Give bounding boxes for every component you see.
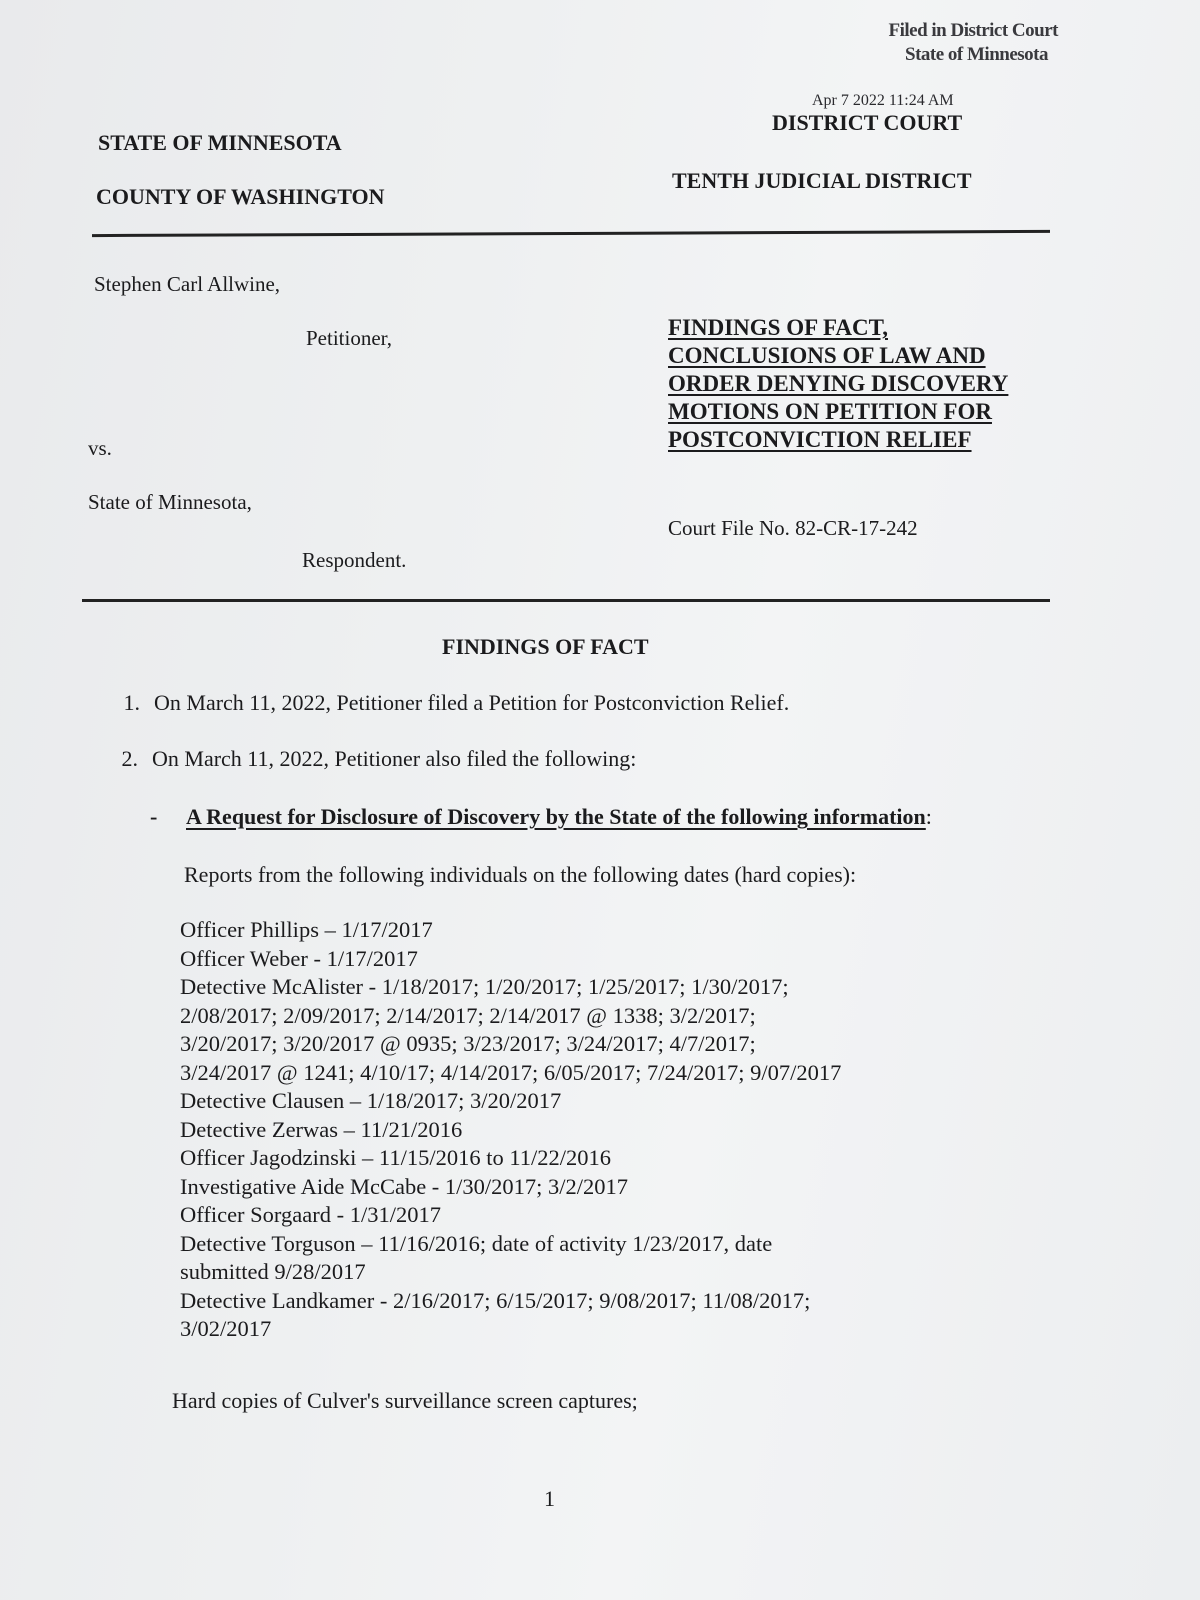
report-line: Detective Torguson – 11/16/2016; date of activity 1/23/2017, date — [180, 1230, 773, 1256]
report-line: Detective McAlister - 1/18/2017; 1/20/2017; 1/25/2017; 1/30/2017; — [180, 974, 789, 999]
caption-court: DISTRICT COURT — [772, 110, 963, 135]
petitioner-name: Stephen Carl Allwine, — [94, 272, 281, 296]
report-line: 2/08/2017; 2/09/2017; 2/14/2017; 2/14/2017 @ 1338; 3/2/2017; — [180, 1002, 756, 1028]
caption-district: TENTH JUDICIAL DISTRICT — [672, 168, 972, 193]
reports-intro: Reports from the following individuals on the following dates (hard copies): — [184, 862, 857, 887]
report-line: Detective Zerwas – 11/21/2016 — [180, 1116, 463, 1142]
filing-stamp-line1: Filed in District Court — [888, 20, 1058, 41]
court-file-number: Court File No. 82-CR-17-242 — [668, 516, 918, 540]
caption-rule-bottom — [82, 599, 1050, 602]
versus: vs. — [88, 436, 112, 460]
document-title-line: POSTCONVICTION RELIEF — [668, 427, 972, 452]
report-line: Detective Clausen – 1/18/2017; 3/20/2017 — [180, 1088, 562, 1113]
request-label: A Request for Disclosure of Discovery by the State of the following information — [186, 804, 926, 829]
document-title-line: MOTIONS ON PETITION FOR — [668, 399, 992, 424]
report-line: 3/02/2017 — [180, 1316, 272, 1341]
caption-state: STATE OF MINNESOTA — [98, 130, 342, 155]
page-number: 1 — [544, 1486, 555, 1511]
report-line: 3/20/2017; 3/20/2017 @ 0935; 3/23/2017; 3/24/2017; 4/7/2017; — [180, 1031, 756, 1056]
report-line: 3/24/2017 @ 1241; 4/10/17; 4/14/2017; 6/05/2017; 7/24/2017; 9/07/2017 — [180, 1059, 842, 1085]
finding-number: 1. — [123, 690, 140, 715]
finding-item — [104, 690, 789, 716]
section-heading: FINDINGS OF FACT — [442, 634, 649, 659]
request-colon: : — [925, 804, 932, 829]
finding-item — [102, 746, 636, 772]
surveillance-request: Hard copies of Culver's surveillance screen captures; — [172, 1388, 638, 1413]
caption-rule-top — [92, 230, 1050, 237]
finding-number: 2. — [121, 746, 138, 771]
finding-text: On March 11, 2022, Petitioner also filed the following: — [152, 746, 637, 771]
report-line: Officer Phillips – 1/17/2017 — [180, 917, 433, 942]
document-title — [668, 314, 1008, 454]
request-bullet: - — [150, 804, 158, 829]
report-line: submitted 9/28/2017 — [180, 1259, 366, 1284]
report-line: Investigative Aide McCabe - 1/30/2017; 3/2/2017 — [180, 1173, 629, 1199]
filing-stamp-line2: State of Minnesota — [905, 44, 1048, 65]
document-title-line: CONCLUSIONS OF LAW AND — [668, 343, 986, 368]
report-line: Officer Sorgaard - 1/31/2017 — [180, 1202, 441, 1227]
document-title-line: ORDER DENYING DISCOVERY — [668, 371, 1009, 396]
respondent-role: Respondent. — [302, 548, 407, 572]
document-title-line: FINDINGS OF FACT, — [668, 315, 888, 340]
report-line: Officer Jagodzinski – 11/15/2016 to 11/22/2016 — [180, 1145, 611, 1170]
filing-stamp-datetime: Apr 7 2022 11:24 AM — [812, 92, 954, 109]
report-line: Officer Weber - 1/17/2017 — [180, 945, 418, 971]
report-line: Detective Landkamer - 2/16/2017; 6/15/2017; 9/08/2017; 11/08/2017; — [180, 1287, 811, 1313]
petitioner-role: Petitioner, — [306, 326, 393, 350]
respondent-name: State of Minnesota, — [88, 490, 252, 514]
discovery-request — [150, 804, 932, 830]
finding-text: On March 11, 2022, Petitioner filed a Petition for Postconviction Relief. — [154, 690, 790, 715]
caption-county: COUNTY OF WASHINGTON — [96, 184, 385, 209]
reports-list — [180, 916, 841, 1344]
